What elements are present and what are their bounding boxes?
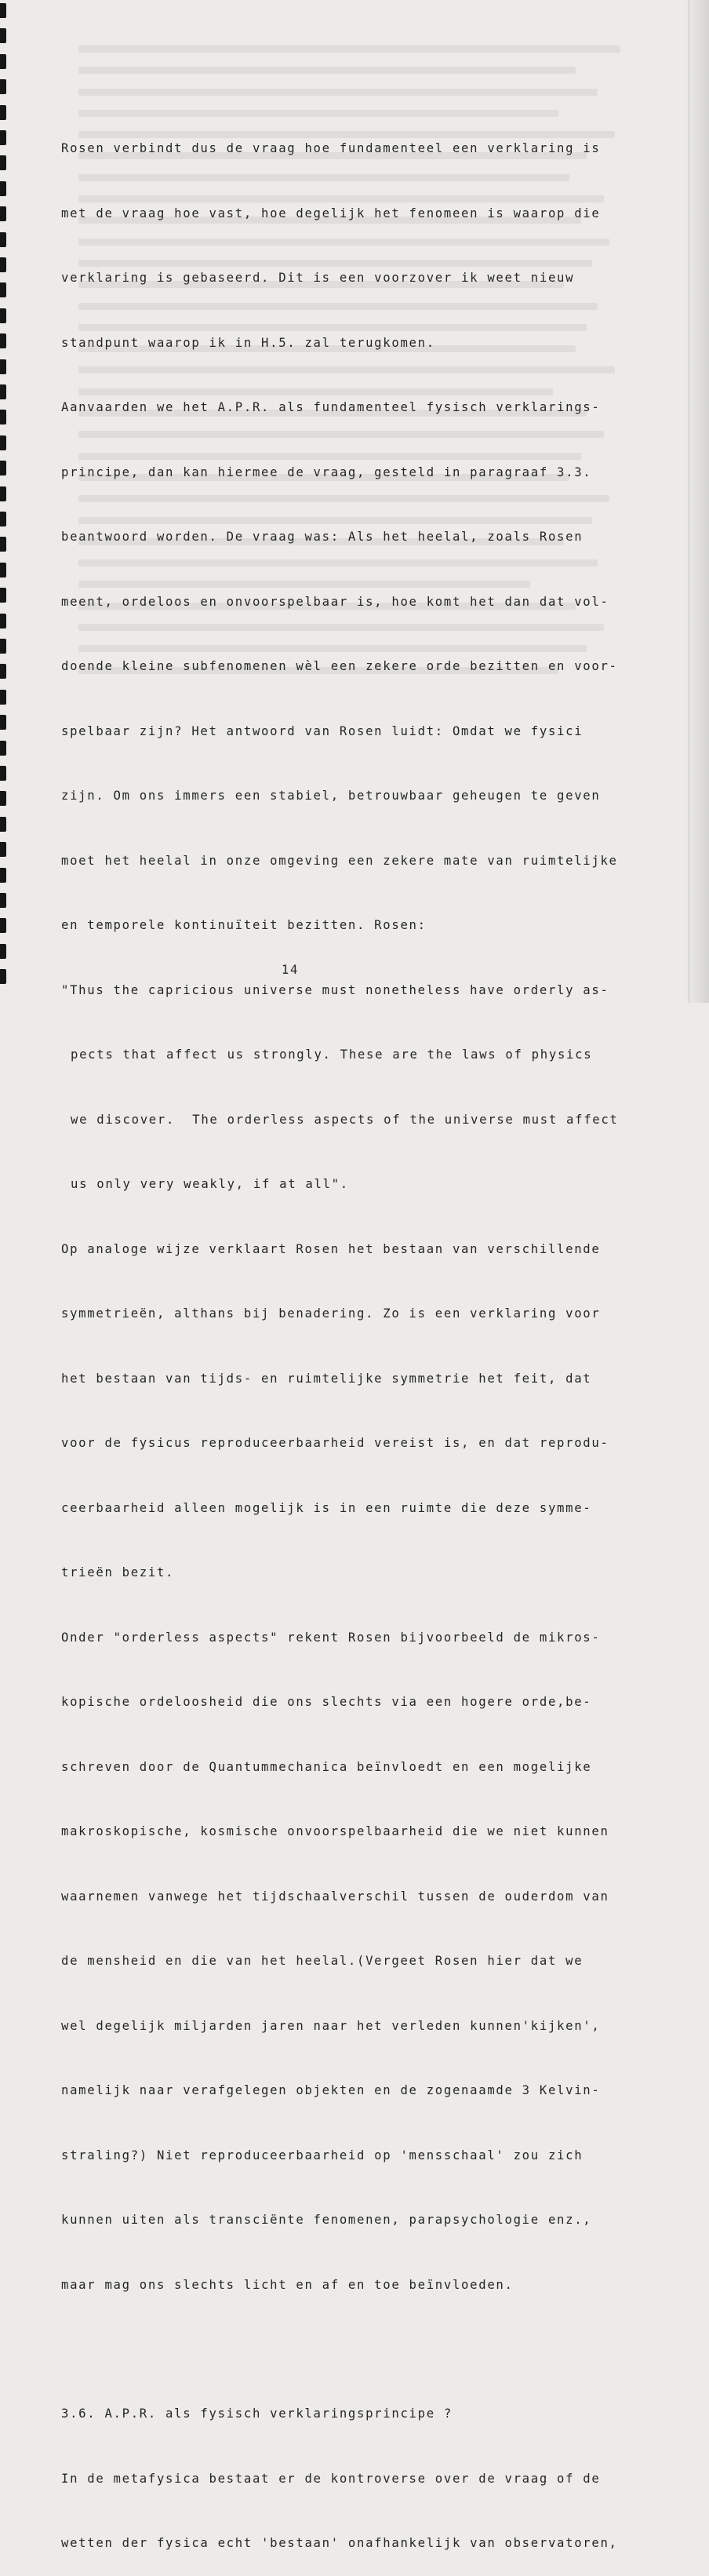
quote-line: us only very weakly, if at all". [71,1177,349,1191]
binding-hole [0,435,6,450]
body-line: In de metafysica bestaat er de kontroverse over de vraag of de [61,2471,601,2486]
quote-line: we discover. The orderless aspects of the universe must affect [71,1112,619,1127]
quote-line: "Thus the capricious universe must nonetheless have orderly as- [61,982,609,997]
body-line: Rosen verbindt dus de vraag hoe fundamenteel een verklaring is [61,141,601,155]
body-line: waarnemen vanwege het tijdschaalverschil tussen de ouderdom van [61,1889,609,1904]
body-line: ceerbaarheid alleen mogelijk is in een ruimte die deze symme- [61,1500,592,1515]
body-line: zijn. Om ons immers een stabiel, betrouwbaar geheugen te geven [61,789,601,803]
body-line: standpunt waarop ik in H.5. zal terugkomen. [61,335,435,350]
document-text [61,52,642,2576]
body-line: met de vraag hoe vast, hoe degelijk het fenomeen is waarop die [61,206,601,220]
body-paragraphs [61,95,642,2339]
binding-hole [0,614,6,629]
binding-hole [0,817,6,832]
binding-hole [0,282,6,297]
binding-hole [0,461,6,475]
body-line: Op analoge wijze verklaart Rosen het bestaan van verschillende [61,1241,601,1256]
binding-hole [0,130,6,145]
body-line: makroskopische, kosmische onvoorspelbaarheid die we niet kunnen [61,1824,609,1838]
binding-hole [0,715,6,730]
binding-hole [0,54,6,69]
binding-hole [0,79,6,94]
binding-hole [0,766,6,781]
binding-hole [0,105,6,120]
binding-hole [0,384,6,399]
ring-binding [0,0,8,1003]
body-line: wel degelijk miljarden jaren naar het verleden kunnen'kijken', [61,2018,601,2033]
body-line: meent, ordeloos en onvoorspelbaar is, hoe komt het dan dat vol- [61,594,609,609]
binding-hole [0,563,6,578]
quote-line: pects that affect us strongly. These are the laws of physics [71,1048,593,1062]
binding-hole [0,664,6,679]
binding-hole [0,791,6,806]
binding-hole [0,486,6,501]
binding-hole [0,257,6,272]
binding-hole [0,588,6,603]
body-line: de mensheid en die van het heelal.(Vergeet Rosen hier dat we [61,1954,584,1968]
body-line: maar mag ons slechts licht en af en toe beïnvloeden. [61,2277,514,2292]
binding-hole [0,28,6,43]
body-line: kunnen uiten als transciënte fenomenen, parapsychologie enz., [61,2213,592,2227]
binding-hole [0,410,6,424]
binding-hole [0,333,6,348]
body-line: verklaring is gebaseerd. Dit is een voorzover ik weet nieuw [61,271,575,285]
page-number: 14 [281,963,300,977]
binding-hole [0,741,6,756]
body-line: moet het heelal in onze omgeving een zekere mate van ruimtelijke [61,853,618,868]
binding-hole [0,918,6,933]
binding-hole [0,359,6,374]
binding-hole [0,944,6,959]
binding-hole [0,537,6,552]
binding-hole [0,206,6,221]
binding-hole [0,512,6,526]
body-line: principe, dan kan hiermee de vraag, gesteld in paragraaf 3.3. [61,465,592,479]
body-line: kopische ordeloosheid die ons slechts via een hogere orde,be- [61,1695,592,1709]
binding-hole [0,842,6,857]
body-line: het bestaan van tijds- en ruimtelijke symmetrie het feit, dat [61,1371,592,1386]
body-line: namelijk naar verafgelegen objekten en de zogenaamde 3 Kelvin- [61,2083,601,2097]
body-line: Aanvaarden we het A.P.R. als fundamenteel fysisch verklarings- [61,400,601,414]
body-line: voor de fysicus reproduceerbaarheid vereist is, en dat reprodu- [61,1436,609,1450]
body-line: beantwoord worden. De vraag was: Als het heelal, zoals Rosen [61,530,584,544]
body-line: trieën bezit. [61,1565,175,1579]
body-line: doende kleine subfenomenen wèl een zekere orde bezitten en voor- [61,659,618,673]
body-line: spelbaar zijn? Het antwoord van Rosen luidt: Omdat we fysici [61,723,584,738]
body-line: schreven door de Quantummechanica beïnvloedt en een mogelijke [61,1759,592,1774]
binding-hole [0,308,6,323]
binding-hole [0,3,6,18]
section-heading: 3.6. A.P.R. als fysisch verklaringsprincipe ? [61,2407,453,2421]
body-line: Onder "orderless aspects" rekent Rosen bijvoorbeeld de mikros- [61,1630,601,1645]
body-line: symmetrieën, althans bij benadering. Zo is een verklaring voor [61,1306,601,1321]
binding-hole [0,639,6,654]
binding-hole [0,893,6,908]
binding-hole [0,232,6,247]
body-line: wetten der fysica echt 'bestaan' onafhankelijk van observatoren, [61,2536,618,2550]
binding-hole [0,155,6,170]
binding-hole [0,181,6,196]
binding-hole [0,690,6,705]
binding-hole [0,868,6,883]
body-line: straling?) Niet reproduceerbaarheid op 'mensschaal' zou zich [61,2148,584,2162]
body-line: en temporele kontinuïteit bezitten. Rosen: [61,918,427,932]
